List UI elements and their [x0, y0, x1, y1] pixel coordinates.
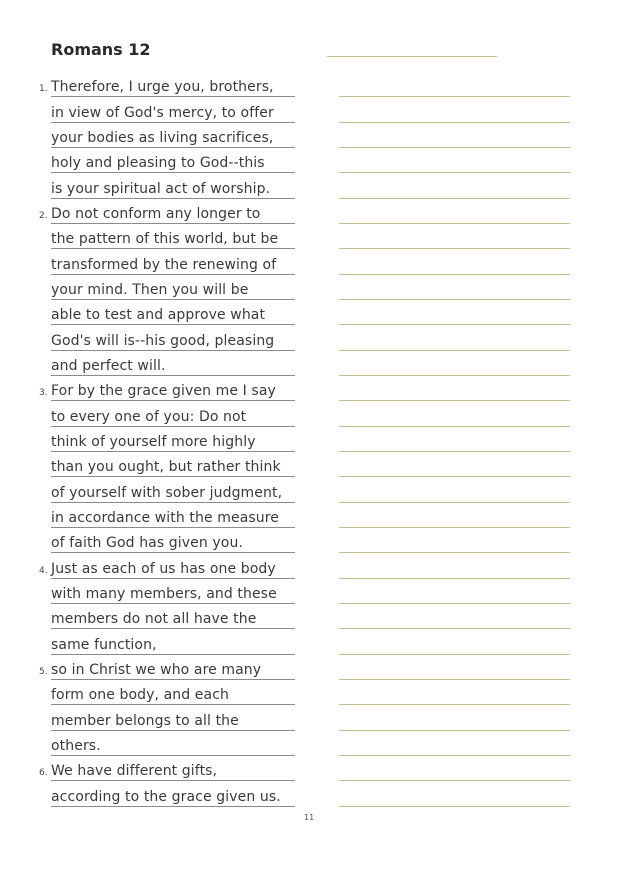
verse-line — [0, 553, 310, 578]
verse-line-text: according to the grace given us. — [51, 788, 281, 805]
verse-line-text: We have different gifts, — [51, 763, 218, 780]
writing-line — [339, 731, 570, 756]
verse-line — [0, 275, 310, 300]
writing-line — [339, 325, 570, 350]
writing-line — [339, 376, 570, 401]
verse-line — [0, 503, 310, 528]
verse-line-text: God's will is--his good, pleasing — [51, 332, 275, 349]
verse-line — [0, 756, 310, 781]
writing-line — [339, 300, 570, 325]
writing-line — [339, 72, 570, 97]
page-number: 11 — [304, 813, 315, 822]
verse-line — [0, 97, 310, 122]
verse-line — [0, 351, 310, 376]
writing-practice-column — [339, 72, 570, 807]
writing-line — [339, 680, 570, 705]
verse-line — [0, 427, 310, 452]
verse-number: 1. — [39, 84, 48, 95]
verse-line — [0, 680, 310, 705]
verse-line — [0, 123, 310, 148]
writing-line — [339, 655, 570, 680]
verse-line-text: in accordance with the measure — [51, 509, 279, 526]
writing-line — [339, 249, 570, 274]
writing-line — [339, 275, 570, 300]
writing-line — [339, 579, 570, 604]
verse-line — [0, 655, 310, 680]
verse-line — [0, 224, 310, 249]
verse-line — [0, 705, 310, 730]
verse-line — [0, 72, 310, 97]
verse-line-text: others. — [51, 737, 101, 754]
verse-line-text: your mind. Then you will be — [51, 281, 249, 298]
writing-line — [339, 756, 570, 781]
verse-line — [0, 452, 310, 477]
verse-line-text: in view of God's mercy, to offer — [51, 104, 274, 121]
writing-line — [339, 604, 570, 629]
writing-line — [339, 199, 570, 224]
verse-line — [0, 199, 310, 224]
verse-line-text: and perfect will. — [51, 357, 166, 374]
writing-line — [339, 401, 570, 426]
writing-line — [339, 351, 570, 376]
verse-line-text: holy and pleasing to God--this — [51, 155, 265, 172]
writing-line — [339, 452, 570, 477]
verse-number: 2. — [39, 210, 48, 221]
verse-text-column — [0, 72, 310, 807]
writing-line — [339, 123, 570, 148]
verse-line-text: of yourself with sober judgment, — [51, 484, 283, 501]
writing-line — [339, 503, 570, 528]
verse-line — [0, 401, 310, 426]
verse-number: 5. — [39, 666, 48, 677]
verse-line-text: than you ought, but rather think — [51, 459, 281, 476]
verse-line — [0, 781, 310, 806]
verse-line — [0, 325, 310, 350]
verse-line — [0, 173, 310, 198]
verse-line — [0, 528, 310, 553]
verse-line-text: member belongs to all the — [51, 712, 239, 729]
verse-line — [0, 249, 310, 274]
verse-line-text: members do not all have the — [51, 611, 257, 628]
verse-line-text: Therefore, I urge you, brothers, — [51, 79, 274, 96]
writing-line — [339, 553, 570, 578]
writing-line — [339, 528, 570, 553]
verse-line-text: For by the grace given me I say — [51, 383, 276, 400]
verse-number: 4. — [39, 565, 48, 576]
verse-line — [0, 376, 310, 401]
verse-line-text: able to test and approve what — [51, 307, 266, 324]
verse-line-text: your bodies as living sacrifices, — [51, 129, 274, 146]
writing-line — [339, 781, 570, 806]
writing-line — [339, 427, 570, 452]
writing-line — [339, 705, 570, 730]
underline-rule — [51, 806, 295, 807]
verse-line-text: of faith God has given you. — [51, 535, 243, 552]
verse-line-text: with many members, and these — [51, 585, 277, 602]
verse-line-text: form one body, and each — [51, 687, 229, 704]
verse-line — [0, 477, 310, 502]
verse-line-text: so in Christ we who are many — [51, 661, 262, 678]
verse-line-text: same function, — [51, 636, 157, 653]
verse-number: 3. — [39, 388, 48, 399]
verse-line — [0, 148, 310, 173]
verse-line-text: Just as each of us has one body — [51, 560, 276, 577]
writing-line — [339, 224, 570, 249]
verse-line-text: is your spiritual act of worship. — [51, 180, 271, 197]
writing-line — [339, 173, 570, 198]
verse-line — [0, 579, 310, 604]
verse-line-text: transformed by the renewing of — [51, 256, 277, 273]
verse-line — [0, 604, 310, 629]
verse-line — [0, 629, 310, 654]
verse-line — [0, 731, 310, 756]
verse-number: 6. — [39, 768, 48, 779]
writing-line — [339, 629, 570, 654]
verse-line-text: to every one of you: Do not — [51, 408, 247, 425]
page-title: Romans 12 — [51, 40, 151, 59]
writing-line — [339, 148, 570, 173]
title-writing-line — [327, 56, 497, 57]
verse-line-text: think of yourself more highly — [51, 433, 256, 450]
writing-line — [339, 97, 570, 122]
verse-line-text: the pattern of this world, but be — [51, 231, 279, 248]
verse-line — [0, 300, 310, 325]
writing-line — [339, 477, 570, 502]
verse-line-text: Do not conform any longer to — [51, 205, 261, 222]
